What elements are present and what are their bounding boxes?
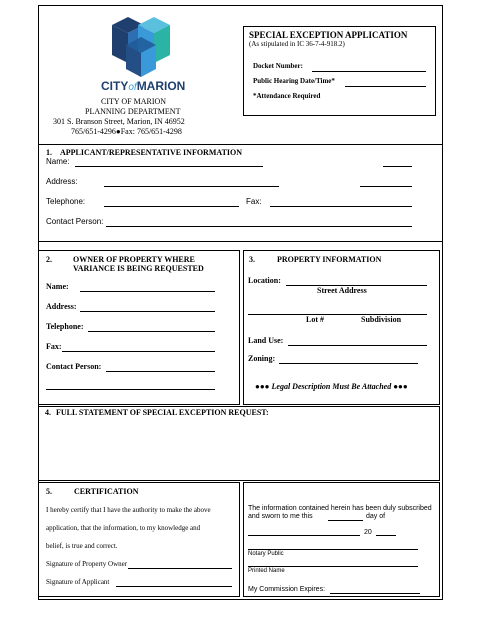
section4-number: 4. [45, 408, 51, 417]
section3-number: 3. [249, 255, 255, 264]
owner-contact-field[interactable] [106, 371, 215, 372]
logo-wordmark: CITYofMARION [101, 79, 186, 93]
application-subtitle: (As stipulated in IC 36-7-4-918.2) [249, 40, 345, 48]
notary-day-field[interactable] [328, 520, 363, 521]
owner-telephone-field[interactable] [88, 331, 215, 332]
section1-number: 1. [46, 148, 52, 157]
owner-fax-field[interactable] [62, 351, 215, 352]
hearing-field[interactable] [345, 86, 426, 87]
applicant-address-label: Address: [46, 177, 78, 186]
notary-year-field[interactable] [376, 535, 396, 536]
cert-line-1: I hereby certify that I have the authority to make the above [46, 506, 211, 514]
applicant-telephone-field[interactable] [104, 206, 239, 207]
section-applicant [38, 144, 443, 242]
docket-label: Docket Number: [253, 62, 303, 70]
city-logo-icon [108, 15, 174, 79]
notary-month-field[interactable] [248, 535, 360, 536]
owner-signature-label: Signature of Property Owner [46, 560, 128, 568]
dept-subtitle: PLANNING DEPARTMENT [85, 107, 181, 116]
applicant-signature-label: Signature of Applicant [46, 578, 110, 586]
applicant-fax-label: Fax: [246, 197, 262, 206]
cert-line-3: belief, is true and correct. [46, 542, 118, 550]
applicant-name-field-2[interactable] [383, 166, 412, 167]
application-title: SPECIAL EXCEPTION APPLICATION [249, 30, 408, 40]
owner-signature-field[interactable] [128, 568, 232, 569]
subdivision-caption: Subdivision [361, 315, 402, 324]
applicant-signature-field[interactable] [116, 586, 232, 587]
cert-line-2: application, that the information, to my knowledge and [46, 524, 201, 532]
notary-public-field[interactable] [248, 549, 418, 550]
owner-address-label: Address: [46, 302, 77, 311]
section5-number: 5. [46, 487, 52, 496]
bullet-icon: ●●● [393, 382, 408, 391]
owner-contact-label: Contact Person: [46, 362, 102, 371]
section3-title: PROPERTY INFORMATION [277, 255, 382, 264]
owner-fax-label: Fax: [46, 342, 62, 351]
zoning-label: Zoning: [248, 354, 276, 363]
commission-label: My Commission Expires: [248, 586, 326, 593]
land-use-label: Land Use: [248, 336, 284, 345]
owner-address-field[interactable] [80, 311, 215, 312]
dept-name: CITY OF MARION [101, 97, 167, 106]
notary-line-1: The information contained herein has been duly subscribed [248, 505, 432, 512]
owner-telephone-label: Telephone: [46, 322, 84, 331]
section2-title-1: OWNER OF PROPERTY WHERE [73, 255, 195, 264]
notary-year-label: 20 [364, 529, 372, 536]
statement-textarea[interactable] [44, 422, 434, 477]
applicant-fax-field[interactable] [270, 206, 412, 207]
section-notary [243, 482, 440, 597]
attendance-note: *Attendance Required [253, 92, 321, 100]
docket-field[interactable] [312, 71, 426, 72]
section5-title: CERTIFICATION [74, 487, 139, 496]
notary-printed-label: Printed Name [248, 568, 285, 574]
section2-title-2: VARIANCE IS BEING REQUESTED [73, 264, 204, 273]
applicant-telephone-label: Telephone: [46, 197, 86, 206]
section2-number: 2. [46, 255, 52, 264]
applicant-contact-field[interactable] [106, 226, 412, 227]
applicant-name-label: Name: [46, 157, 70, 166]
lot-caption: Lot # [306, 315, 324, 324]
section4-title: FULL STATEMENT OF SPECIAL EXCEPTION REQUEST: [56, 408, 269, 417]
section1-title: APPLICANT/REPRESENTATIVE INFORMATION [60, 148, 243, 157]
applicant-name-field[interactable] [75, 166, 263, 167]
notary-line-2-prefix: and sworn to me this [248, 513, 313, 520]
dept-phone-fax: 765/651-4296●Fax: 765/651-4298 [71, 127, 182, 136]
applicant-address-field-2[interactable] [360, 186, 412, 187]
owner-name-field[interactable] [80, 291, 215, 292]
notary-printed-name-field[interactable] [248, 566, 418, 567]
zoning-field[interactable] [279, 363, 418, 364]
notary-public-label: Notary Public [248, 551, 284, 557]
notary-line-2-suffix: day of [366, 513, 386, 520]
dept-address: 301 S. Branson Street, Marion, IN 46952 [53, 117, 185, 126]
bullet-icon: ●●● [255, 382, 270, 391]
land-use-field[interactable] [288, 345, 427, 346]
hearing-label: Public Hearing Date/Time* [253, 77, 335, 85]
street-address-caption: Street Address [317, 286, 367, 295]
applicant-address-field[interactable] [104, 186, 279, 187]
commission-field[interactable] [330, 593, 420, 594]
applicant-contact-label: Contact Person: [46, 217, 104, 226]
location-label: Location: [248, 276, 281, 285]
legal-note: ●●● Legal Description Must Be Attached ●●● [255, 382, 408, 391]
owner-name-label: Name: [46, 282, 69, 291]
owner-contact-field-2[interactable] [46, 389, 215, 390]
